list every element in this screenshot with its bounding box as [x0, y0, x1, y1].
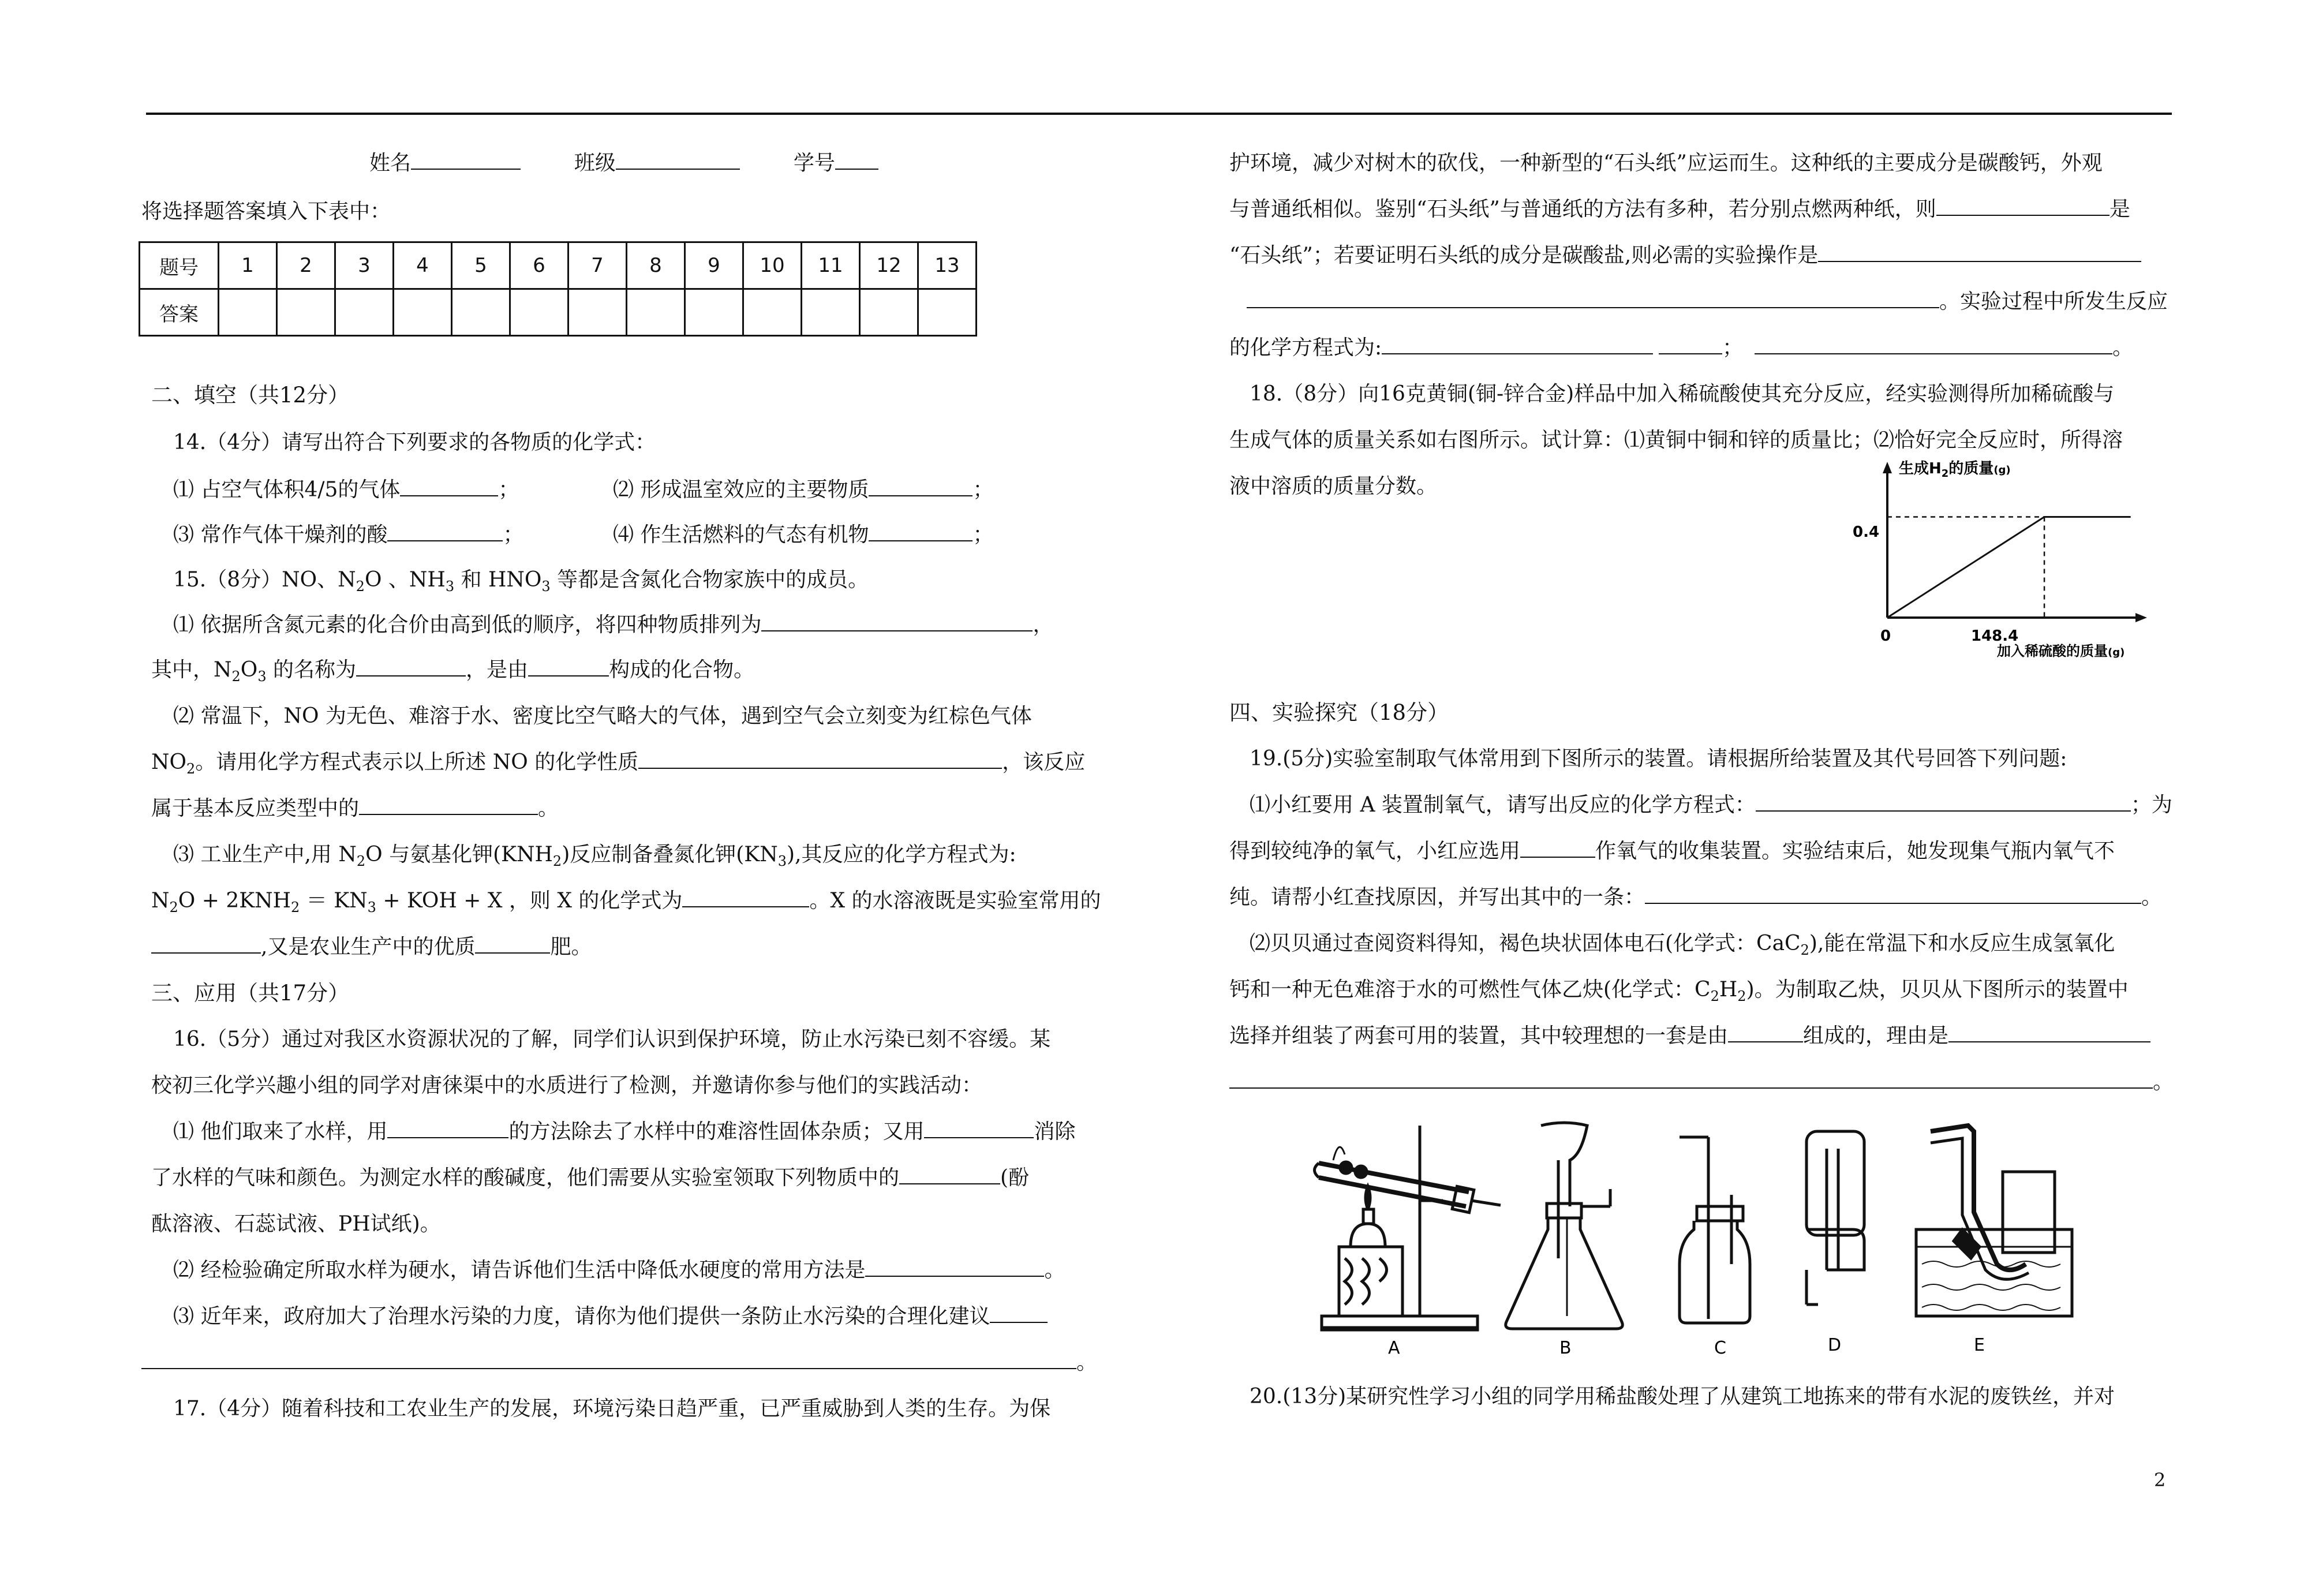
q15-part-3a: ⑶ 工业生产中,用 $N_2O$ 与氨基化钾$(KNH_2)$反应制备叠氮化钾$(KN_3)$,其反应的化学方程式为:: [173, 843, 1016, 870]
q19-blank-reason-cont[interactable]: [1229, 1068, 2153, 1089]
answer-cell[interactable]: [219, 289, 277, 336]
q15-part-2b: $NO_2$。请用化学方程式表示以上所述 NO 的化学性质 ，该反应: [151, 748, 1085, 783]
id-blank[interactable]: [835, 149, 878, 170]
answer-cell[interactable]: [510, 289, 568, 336]
q19-line-8: 。: [1229, 1068, 2174, 1097]
question-number: 2: [277, 242, 335, 289]
section-2-title: 二、填空（共12分）: [151, 383, 350, 408]
question-number-header: 题号: [140, 242, 219, 289]
q16-line-4: 了水样的气味和颜色。为测定水样的酸碱度，他们需要从实验室领取下列物质中的 (酚: [151, 1164, 1029, 1193]
question-number: 13: [918, 242, 977, 289]
apparatus-label-e: E: [1974, 1335, 1985, 1355]
question-number: 9: [685, 242, 743, 289]
table-row: [140, 289, 977, 336]
q15-blank-order[interactable]: [761, 611, 1033, 631]
q14-blank-4[interactable]: [869, 521, 973, 541]
q17-line-4: “石头纸”；若要证明石头纸的成分是碳酸盐,则必需的实验操作是: [1229, 241, 2141, 270]
question-number: 4: [394, 242, 452, 289]
answer-cell[interactable]: [918, 289, 977, 336]
chart-axes: [1883, 462, 2147, 622]
class-blank[interactable]: [616, 149, 740, 170]
q19-blank-equation[interactable]: [1756, 791, 2131, 812]
q19-blank-collector[interactable]: [1520, 837, 1595, 858]
q16-line-7: ⑶ 近年来，政府加大了治理水污染的力度，请你为他们提供一条防止水污染的合理化建议: [173, 1302, 1048, 1331]
q14-part-4: ⑷ 作生活燃料的气态有机物 ；: [613, 521, 993, 550]
q17-line-5: 。实验过程中所发生反应: [1229, 287, 2168, 316]
chart-series-line: [1887, 517, 2131, 618]
q15-blank-x-formula[interactable]: [682, 887, 809, 907]
q17-blank-operation[interactable]: [1818, 241, 2141, 262]
q16-line-2: 校初三化学兴趣小组的同学对唐徕渠中的水质进行了检测，并邀请你参与他们的实践活动：: [151, 1074, 983, 1097]
chart-xlabel: 加入稀硫酸的质量(g): [1997, 643, 2125, 659]
q15-blank-reaction-type[interactable]: [359, 794, 538, 815]
q14-blank-3[interactable]: [387, 521, 503, 541]
apparatus-label-b: B: [1559, 1338, 1572, 1358]
q16-blank-indicator[interactable]: [899, 1164, 1000, 1184]
q17-blank-observation[interactable]: [1936, 195, 2109, 216]
apparatus-c: [1680, 1137, 1750, 1323]
apparatus-label-a: A: [1388, 1338, 1400, 1358]
top-rule: [146, 113, 2172, 115]
q14-stem: 14.（4分）请写出符合下列要求的各物质的化学式：: [173, 431, 656, 454]
question-number: 6: [510, 242, 568, 289]
q14-part-2: ⑵ 形成温室效应的主要物质 ；: [613, 476, 993, 504]
q18-line-1: 18.（8分）向16克黄铜(铜-锌合金)样品中加入稀硫酸使其充分反应，经实验测得所加稀硫酸与: [1250, 382, 2115, 406]
apparatus-e: [1916, 1126, 2072, 1316]
page-number: 2: [2154, 1469, 2166, 1491]
q19-line-5: ⑵贝贝通过查阅资料得知，褐色块状固体电石(化学式：CaC$_2$),能在常温下和水反应生成氢氧化: [1250, 932, 2115, 959]
question-number: 10: [743, 242, 802, 289]
q16-line-1: 16.（5分）通过对我区水资源状况的了解，同学们认识到保护环境，防止水污染已刻不容缓。某: [173, 1027, 1051, 1051]
name-blank[interactable]: [411, 149, 521, 170]
q19-blank-combination[interactable]: [1728, 1022, 1803, 1042]
answer-cell[interactable]: [394, 289, 452, 336]
apparatus-figure: [1310, 1114, 2084, 1368]
answer-cell[interactable]: [335, 289, 394, 336]
answer-cell[interactable]: [277, 289, 335, 336]
question-number: 5: [452, 242, 510, 289]
q15-part-3c: ,又是农业生产中的优质 肥。: [151, 933, 592, 962]
q19-blank-reason[interactable]: [1645, 883, 2141, 904]
chart-x-tick: 148.4: [1971, 627, 2019, 645]
q18-chart: [1841, 450, 2176, 658]
answer-cell[interactable]: [627, 289, 685, 336]
q16-line-6: ⑵ 经检验确定所取水样为硬水，请告诉他们生活中降低水硬度的常用方法是 。: [173, 1256, 1065, 1285]
q16-line-8: 。: [141, 1348, 1097, 1377]
student-info-line: [369, 149, 878, 178]
q17-blank-operation-cont[interactable]: [1247, 287, 1939, 308]
q15-part-3b: $N_2O + 2KNH_2 = KN_3$ + KOH + X ，则 X 的化学式为 。X 的水溶液既是实验室常用的: [151, 887, 1101, 922]
q16-line-5: 酞溶液、石蕊试液、PH试纸)。: [151, 1212, 441, 1236]
q19-line-6: 钙和一种无色难溶于水的可燃性气体乙炔(化学式：$C_2H_2$)。为制取乙炔，贝贝从下图所示的装置中: [1229, 978, 2129, 1005]
class-label: 班级: [574, 151, 616, 175]
answer-cell[interactable]: [860, 289, 918, 336]
q14-parts-1-2: ⑴ 占空气体积4/5的气体 ；: [173, 476, 519, 504]
name-label: 姓名: [369, 151, 412, 175]
q14-part-3: ⑶ 常作气体干燥剂的酸 ；: [173, 521, 523, 550]
q16-blank-softening[interactable]: [865, 1256, 1044, 1277]
q19-blank-reason-2[interactable]: [1948, 1022, 2150, 1042]
question-number: 12: [860, 242, 918, 289]
answer-cell[interactable]: [685, 289, 743, 336]
answer-header: 答案: [140, 289, 219, 336]
apparatus-label-c: C: [1714, 1338, 1726, 1358]
q19-line-4: 纯。请帮小红查找原因，并写出其中的一条： 。: [1229, 883, 2162, 912]
apparatus-d: [1806, 1131, 1864, 1305]
apparatus-b: [1506, 1123, 1623, 1329]
question-number: 3: [335, 242, 394, 289]
q15-blank-composed[interactable]: [528, 656, 609, 676]
q17-line-1: 17.（4分）随着科技和工农业生产的发展，环境污染日趋严重，已严重威胁到人类的生存。为保: [173, 1397, 1051, 1421]
q18-line-3: 液中溶质的质量分数。: [1229, 474, 1438, 498]
q16-blank-suggestion[interactable]: [141, 1348, 1076, 1369]
answer-cell[interactable]: [802, 289, 860, 336]
question-number: 7: [568, 242, 627, 289]
q16-blank-suggestion-start[interactable]: [990, 1302, 1048, 1323]
q18-line-2: 生成气体的质量关系如右图所示。试计算：⑴黄铜中铜和锌的质量比；⑵恰好完全反应时，所得溶: [1229, 428, 2123, 452]
q19-line-3: 得到较纯净的氧气，小红应选用 作氧气的收集装置。实验结束后，她发现集气瓶内氧气不: [1229, 837, 2115, 866]
q15-part-1a: ⑴ 依据所含氮元素的化合价由高到低的顺序，将四种物质排列为 ，: [173, 611, 1053, 640]
q14-blank-1[interactable]: [400, 476, 498, 496]
q15-blank-name[interactable]: [356, 656, 466, 676]
q16-line-3: ⑴ 他们取来了水样，用 的方法除去了水样中的难溶性固体杂质；又用 消除: [173, 1117, 1075, 1146]
answer-table: [139, 241, 977, 337]
q19-line-1: 19.(5分)实验室制取气体常用到下图所示的装置。请根据所给装置及其代号回答下列问题:: [1250, 747, 2067, 771]
q15-blank-lab-use[interactable]: [151, 933, 261, 954]
q17-line-3: 与普通纸相似。鉴别“石头纸”与普通纸的方法有多种，若分别点燃两种纸，则 是: [1229, 195, 2130, 224]
q19-line-2: ⑴小红要用 A 装置制氧气，请写出反应的化学方程式： ；为: [1250, 791, 2172, 820]
chart-origin-label: 0: [1880, 627, 1891, 645]
q15-part-2a: ⑵ 常温下，NO 为无色、难溶于水、密度比空气略大的气体，遇到空气会立刻变为红棕色气体: [173, 704, 1032, 728]
answer-cell[interactable]: [568, 289, 627, 336]
chart-ylabel: 生成$H_2$的质量(g): [1899, 460, 2011, 480]
q15-blank-fertilizer[interactable]: [475, 933, 550, 954]
question-number: 1: [219, 242, 277, 289]
question-number: 8: [627, 242, 685, 289]
answer-cell[interactable]: [743, 289, 802, 336]
q17-blank-equation-2[interactable]: [1659, 334, 1722, 354]
answer-cell[interactable]: [452, 289, 510, 336]
q17-blank-equation-1[interactable]: [1382, 334, 1653, 354]
q14-blank-2[interactable]: [869, 476, 973, 496]
section-4-title: 四、实验探究（18分）: [1229, 700, 1449, 725]
apparatus-a: [1315, 1126, 1501, 1330]
q15-part-2c: 属于基本反应类型中的 。: [151, 794, 559, 823]
apparatus-label-d: D: [1828, 1335, 1842, 1355]
q16-blank-method[interactable]: [387, 1117, 508, 1138]
q15-blank-equation[interactable]: [638, 748, 1002, 769]
q20-line-1: 20.(13分)某研究性学习小组的同学用稀盐酸处理了从建筑工地拣来的带有水泥的废铁丝，并对: [1250, 1385, 2115, 1408]
q17-line-2: 护环境，减少对树木的砍伐，一种新型的“石头纸”应运而生。这种纸的主要成分是碳酸钙，外观: [1229, 151, 2103, 175]
table-instruction: 将选择题答案填入下表中：: [141, 200, 391, 223]
q15-part-1b: 其中，$N_2O_3$ 的名称为 ，是由 构成的化合物。: [151, 656, 754, 691]
q15-stem: 15.（8分）NO、$N_2O$ 、$NH_3$ 和 $HNO_3$ 等都是含氮化合物家族中的成员。: [173, 568, 869, 595]
section-3-title: 三、应用（共17分）: [151, 981, 350, 1006]
id-label: 学号: [793, 151, 835, 175]
q17-line-6: 的化学方程式为: ； 。: [1229, 334, 2133, 362]
q17-blank-equation-3[interactable]: [1755, 334, 2112, 354]
question-number: 11: [802, 242, 860, 289]
q16-blank-substance[interactable]: [924, 1117, 1034, 1138]
q19-line-7: 选择并组装了两套可用的装置，其中较理想的一套是由 组成的，理由是: [1229, 1022, 2150, 1051]
chart-y-tick: 0.4: [1853, 524, 1880, 541]
table-row: [140, 242, 977, 289]
